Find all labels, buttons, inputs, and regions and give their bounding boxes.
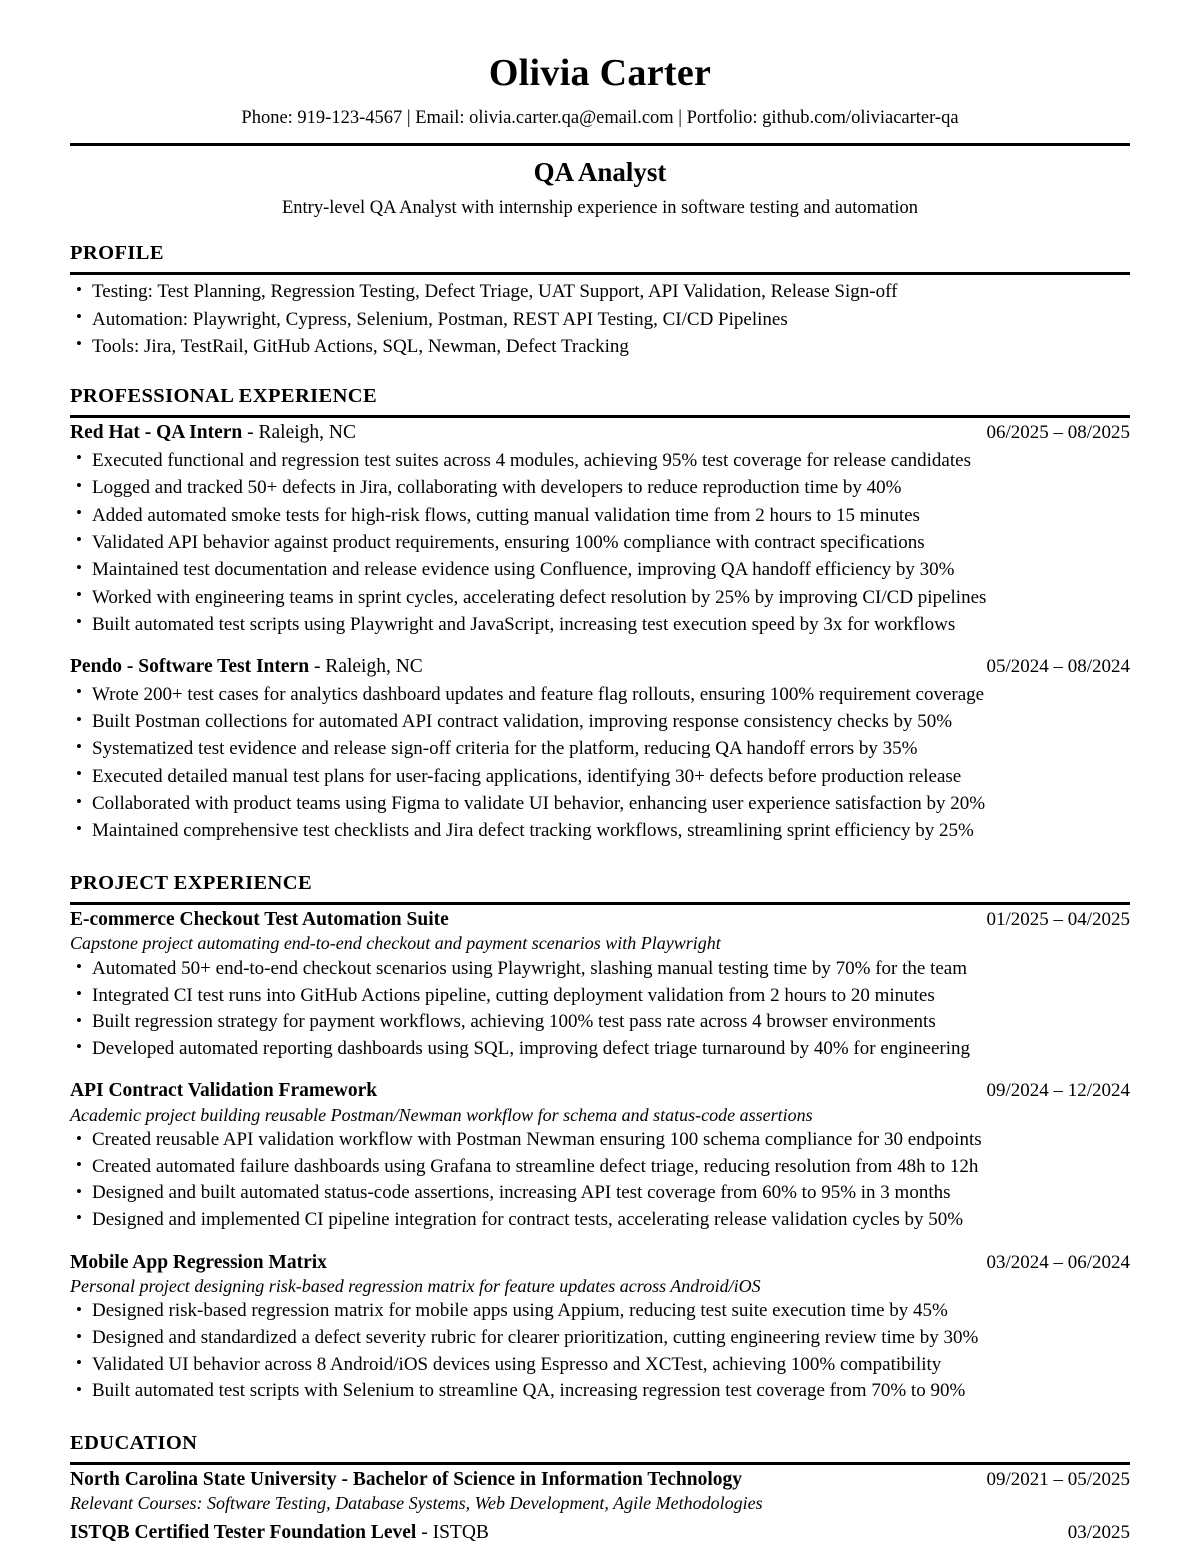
list-item: • Wrote 200+ test cases for analytics dashboard updates and feature flag rollouts, ensuring 100% requirement coverage xyxy=(70,681,1130,708)
entry-bullet-list xyxy=(70,447,1130,639)
entry-title-bold: ISTQB Certified Tester Foundation Level xyxy=(70,1521,417,1543)
section-education xyxy=(70,1431,1130,1545)
section-title-projects: PROJECT EXPERIENCE xyxy=(70,871,313,894)
entry-bullet-list xyxy=(70,1298,1130,1404)
list-item: • Designed and standardized a defect severity rubric for clearer prioritization, cutting engineering review time by 30% xyxy=(70,1325,1130,1352)
section-divider-projects xyxy=(70,902,1130,905)
entry-title xyxy=(70,908,449,932)
section-project-experience xyxy=(70,871,1130,1405)
entry-title xyxy=(70,1251,327,1275)
entry-header xyxy=(70,1521,1130,1545)
entry-bullet-list xyxy=(70,681,1130,845)
contact-line: Phone: 919-123-4567 | Email: olivia.carter.qa@email.com | Portfolio: github.com/oliviacarter-qa xyxy=(241,107,959,128)
entry-title xyxy=(70,1079,377,1103)
list-item: • Executed functional and regression test suites across 4 modules, achieving 95% test coverage for release candidates xyxy=(70,447,1130,474)
entry-title-location: - Raleigh, NC xyxy=(309,656,423,678)
list-item: • Worked with engineering teams in sprint cycles, accelerating defect resolution by 25% by improving CI/CD pipelines xyxy=(70,584,1130,611)
list-item: • Built Postman collections for automated API contract validation, improving response consistency checks by 50% xyxy=(70,708,1130,735)
list-item: • Systematized test evidence and release sign-off criteria for the platform, reducing QA handoff errors by 35% xyxy=(70,735,1130,762)
entry-title-bold: North Carolina State University - Bachelor of Science in Information Technology xyxy=(70,1468,743,1490)
entry-header xyxy=(70,908,1130,932)
entry-date: 06/2025 – 08/2025 xyxy=(986,422,1130,444)
list-item: • Validated API behavior against product requirements, ensuring 100% compliance with contract specifications xyxy=(70,529,1130,556)
relevant-courses: Relevant Courses: Software Testing, Database Systems, Web Development, Agile Methodologies xyxy=(70,1493,763,1514)
project-entry xyxy=(70,1079,1130,1233)
project-subtitle: Personal project designing risk-based regression matrix for feature updates across Android/iOS xyxy=(70,1275,761,1296)
list-item: • Built automated test scripts using Playwright and JavaScript, increasing test execution speed by 3x for workflows xyxy=(70,611,1130,638)
project-subtitle: Capstone project automating end-to-end checkout and payment scenarios with Playwright xyxy=(70,933,721,954)
entry-title-bold: Pendo - Software Test Intern xyxy=(70,656,310,678)
project-subtitle: Academic project building reusable Postman/Newman workflow for schema and status-code assertions xyxy=(70,1104,813,1125)
list-item: • Logged and tracked 50+ defects in Jira, collaborating with developers to reduce reproduction time by 40% xyxy=(70,474,1130,501)
list-item: • Built automated test scripts with Selenium to streamline QA, increasing regression test coverage from 70% to 90% xyxy=(70,1378,1130,1405)
entry-bullet-list xyxy=(70,1127,1130,1233)
job-headline: QA Analyst xyxy=(533,156,667,187)
list-item: • Added automated smoke tests for high-risk flows, cutting manual validation time from 2 hours to 15 minutes xyxy=(70,502,1130,529)
entry-title-extra: - ISTQB xyxy=(416,1521,489,1543)
entry-date: 03/2025 xyxy=(1067,1521,1130,1543)
entry-header xyxy=(70,421,1130,445)
entry-date: 05/2024 – 08/2024 xyxy=(986,656,1130,678)
list-item: • Automation: Playwright, Cypress, Selenium, Postman, REST API Testing, CI/CD Pipelines xyxy=(70,306,1130,333)
entry-title xyxy=(70,1468,742,1492)
section-professional-experience xyxy=(70,384,1130,845)
header-divider xyxy=(70,143,1130,146)
section-profile xyxy=(70,241,1130,360)
list-item: • Collaborated with product teams using Figma to validate UI behavior, enhancing user experience satisfaction by 20% xyxy=(70,790,1130,817)
entry-title-bold: Mobile App Regression Matrix xyxy=(70,1251,327,1273)
entry-title-bold: E-commerce Checkout Test Automation Suite xyxy=(70,909,449,931)
entry-date: 09/2021 – 05/2025 xyxy=(986,1468,1130,1490)
list-item: • Testing: Test Planning, Regression Testing, Defect Triage, UAT Support, API Validation, Release Sign-off xyxy=(70,278,1130,305)
entry-date: 01/2025 – 04/2025 xyxy=(986,909,1130,931)
list-item: • Built regression strategy for payment workflows, achieving 100% test pass rate across 4 browser environments xyxy=(70,1009,1130,1036)
profile-bullet-list xyxy=(70,278,1130,360)
experience-entry xyxy=(70,655,1130,845)
entry-title-bold: Red Hat - QA Intern xyxy=(70,422,243,444)
education-entry xyxy=(70,1521,1130,1545)
list-item: • Integrated CI test runs into GitHub Actions pipeline, cutting deployment validation from 2 hours to 20 minutes xyxy=(70,983,1130,1010)
list-item: • Designed and implemented CI pipeline integration for contract tests, accelerating release validation cycles by 50% xyxy=(70,1207,1130,1234)
section-title-experience: PROFESSIONAL EXPERIENCE xyxy=(70,385,378,408)
section-title-profile: PROFILE xyxy=(70,241,164,264)
list-item: • Maintained comprehensive test checklists and Jira defect tracking workflows, streamlining sprint efficiency by 25% xyxy=(70,817,1130,844)
education-entry xyxy=(70,1468,1130,1515)
entry-date: 09/2024 – 12/2024 xyxy=(986,1080,1130,1102)
experience-entry xyxy=(70,421,1130,638)
entry-header xyxy=(70,1251,1130,1275)
entry-title xyxy=(70,1521,489,1545)
list-item: • Validated UI behavior across 8 Android/iOS devices using Espresso and XCTest, achieving 100% compatibility xyxy=(70,1352,1130,1379)
project-entry xyxy=(70,908,1130,1062)
list-item: • Created automated failure dashboards using Grafana to streamline defect triage, reducing resolution from 48h to 12h xyxy=(70,1154,1130,1181)
list-item: • Maintained test documentation and release evidence using Confluence, improving QA handoff efficiency by 30% xyxy=(70,556,1130,583)
spacer xyxy=(70,1407,1130,1431)
list-item: • Created reusable API validation workflow with Postman Newman ensuring 100 schema compliance for 30 endpoints xyxy=(70,1127,1130,1154)
entry-title xyxy=(70,655,423,679)
list-item: • Automated 50+ end-to-end checkout scenarios using Playwright, slashing manual testing time by 70% for the team xyxy=(70,956,1130,983)
list-item: • Designed risk-based regression matrix for mobile apps using Appium, reducing test suite execution time by 45% xyxy=(70,1298,1130,1325)
entry-title-location: - Raleigh, NC xyxy=(242,422,356,444)
entry-header xyxy=(70,1468,1130,1492)
spacer xyxy=(70,847,1130,871)
section-divider-experience xyxy=(70,415,1130,418)
entry-header xyxy=(70,655,1130,679)
section-title-education: EDUCATION xyxy=(70,1431,198,1454)
spacer xyxy=(70,360,1130,384)
section-divider-profile xyxy=(70,272,1130,275)
list-item: • Executed detailed manual test plans for user-facing applications, identifying 30+ defects before production release xyxy=(70,763,1130,790)
entry-title-bold: API Contract Validation Framework xyxy=(70,1080,378,1102)
project-entry xyxy=(70,1251,1130,1405)
candidate-name: Olivia Carter xyxy=(488,52,712,94)
list-item: • Tools: Jira, TestRail, GitHub Actions, SQL, Newman, Defect Tracking xyxy=(70,333,1130,360)
list-item: • Developed automated reporting dashboards using SQL, improving defect triage turnaround by 40% for engineering xyxy=(70,1036,1130,1063)
section-divider-education xyxy=(70,1462,1130,1465)
list-item: • Designed and built automated status-code assertions, increasing API test coverage from 60% to 95% in 3 months xyxy=(70,1180,1130,1207)
resume-header xyxy=(70,52,1130,219)
entry-date: 03/2024 – 06/2024 xyxy=(986,1251,1130,1273)
entry-header xyxy=(70,1079,1130,1103)
summary-tagline: Entry-level QA Analyst with internship experience in software testing and automation xyxy=(281,197,919,218)
entry-bullet-list xyxy=(70,956,1130,1062)
entry-title xyxy=(70,421,356,445)
